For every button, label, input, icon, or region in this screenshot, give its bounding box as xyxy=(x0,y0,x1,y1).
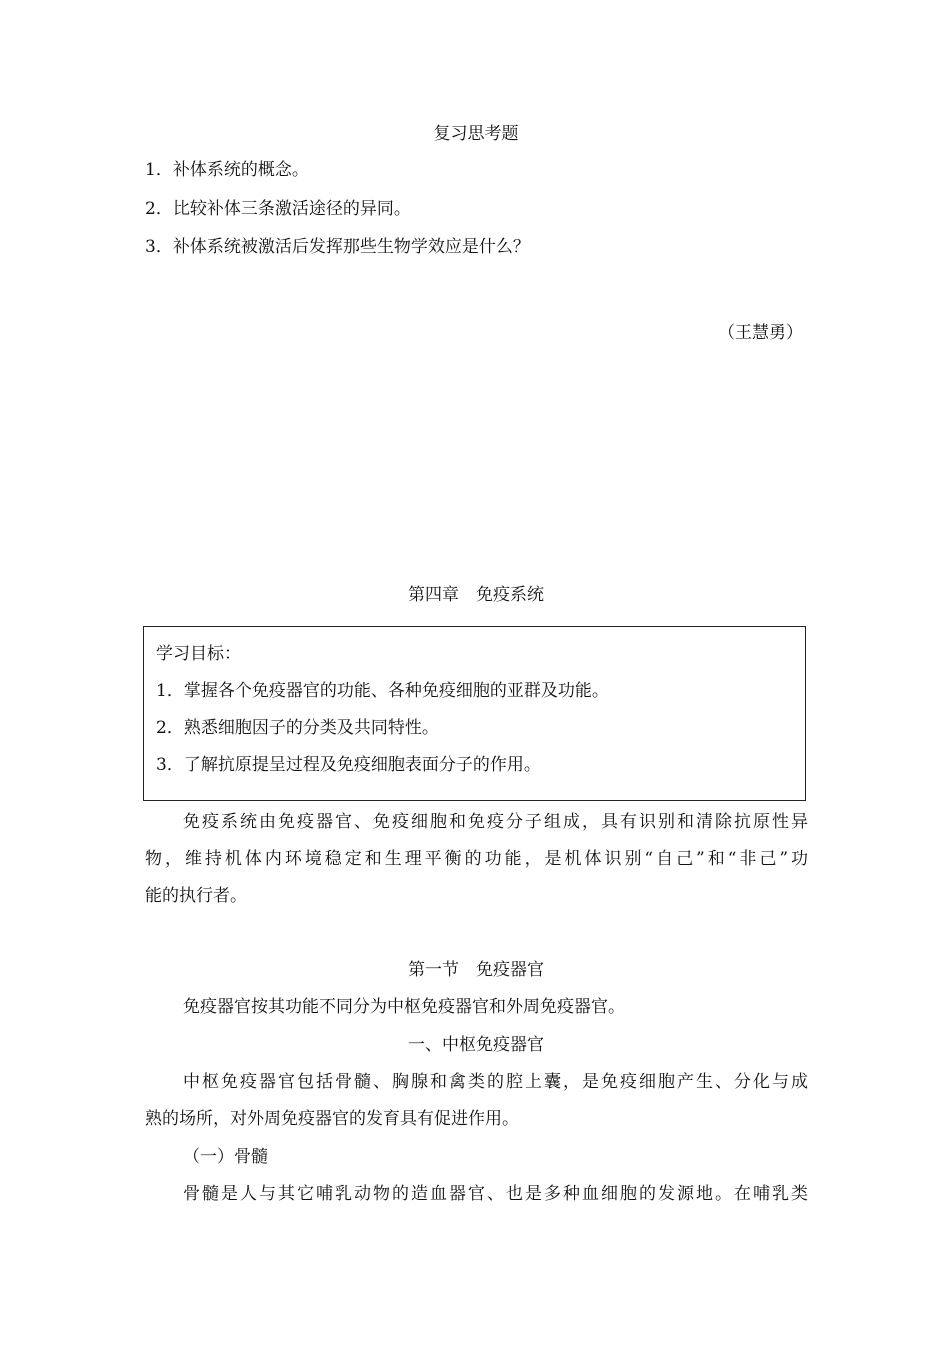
review-question: 3．补体系统被激活后发挥那些生物学效应是什么？ xyxy=(145,237,530,257)
subsection-title: 一、中枢免疫器官 xyxy=(408,1035,544,1055)
review-question: 1．补体系统的概念。 xyxy=(145,160,309,180)
section-intro: 免疫器官按其功能不同分为中枢免疫器官和外周免疫器官。 xyxy=(183,997,625,1017)
chapter-title: 第四章 免疫系统 xyxy=(408,585,544,605)
central-organs-line: 熟的场所，对外周免疫器官的发育具有促进作用。 xyxy=(145,1109,519,1129)
learning-objectives-box xyxy=(143,626,806,801)
section-title: 第一节 免疫器官 xyxy=(408,960,544,980)
objective-item: 2．熟悉细胞因子的分类及共同特性。 xyxy=(156,718,439,738)
author-credit: （王慧勇） xyxy=(718,323,803,343)
intro-paragraph-line: 物，维持机体内环境稳定和生理平衡的功能，是机体识别“自己”和“非己”功 xyxy=(145,849,808,869)
intro-paragraph-line: 能的执行者。 xyxy=(145,886,247,906)
review-title: 复习思考题 xyxy=(433,124,519,144)
objective-item: 1．掌握各个免疫器官的功能、各种免疫细胞的亚群及功能。 xyxy=(156,681,609,701)
central-organs-line: 中枢免疫器官包括骨髓、胸腺和禽类的腔上囊，是免疫细胞产生、分化与成 xyxy=(183,1072,808,1092)
objective-item: 3．了解抗原提呈过程及免疫细胞表面分子的作用。 xyxy=(156,755,541,775)
bone-marrow-line: 骨髓是人与其它哺乳动物的造血器官、也是多种血细胞的发源地。在哺乳类 xyxy=(183,1184,808,1204)
objectives-heading: 学习目标： xyxy=(156,644,241,664)
intro-paragraph-line: 免疫系统由免疫器官、免疫细胞和免疫分子组成，具有识别和清除抗原性异 xyxy=(183,812,808,832)
bone-marrow-title: （一）骨髓 xyxy=(183,1147,268,1167)
review-question: 2．比较补体三条激活途径的异同。 xyxy=(145,199,411,219)
